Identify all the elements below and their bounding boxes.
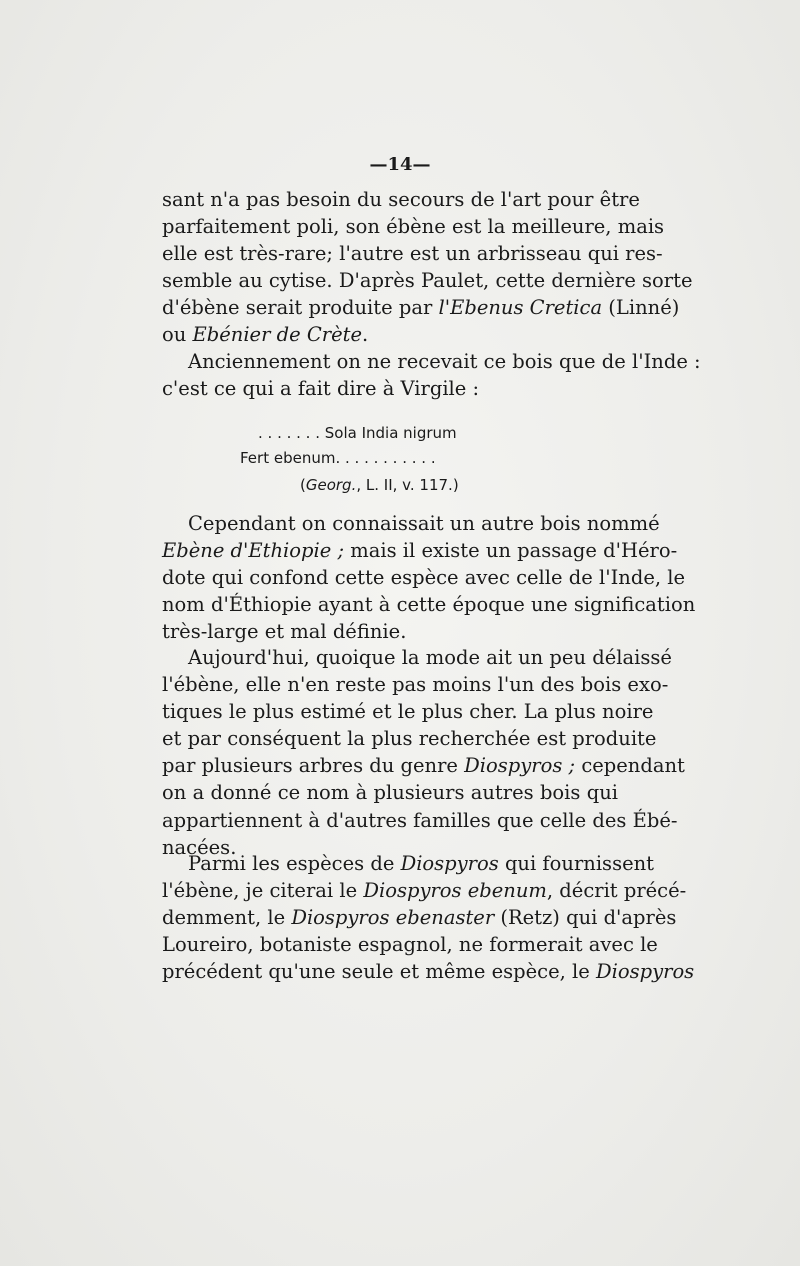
text-line: on a donné ce nom à plusieurs autres bois qui: [162, 781, 618, 805]
text-line: [162, 877, 687, 904]
text-line: l'ébène, elle n'en reste pas moins l'un des bois exo-: [162, 673, 669, 697]
text-segment: cependant: [575, 754, 685, 778]
citation-ref: , L. II, v. 117.): [356, 476, 459, 494]
italic-term: Diospyros: [596, 960, 695, 984]
text-line: parfaitement poli, son ébène est la meilleure, mais: [162, 215, 665, 239]
text-line: nom d'Éthiopie ayant à cette époque une signification: [162, 593, 696, 617]
text-line: nacées.: [162, 835, 237, 859]
text-line: appartiennent à d'autres familles que celle des Ébé-: [162, 808, 678, 832]
text-segment: (Linné): [602, 296, 680, 320]
paragraph-parmi: [162, 850, 695, 985]
text-line: Cependant on connaissait un autre bois nommé: [188, 512, 660, 535]
text-segment: (Retz) qui d'après: [494, 906, 677, 930]
text-line: sant n'a pas besoin du secours de l'art pour être: [162, 188, 640, 211]
quote-line-1: . . . . . . . Sola India nigrum: [258, 424, 457, 442]
text-line: Aujourd'hui, quoique la mode ait un peu délaissé: [188, 646, 672, 669]
text-line: semble au cytise. D'après Paulet, cette dernière sorte: [162, 269, 693, 293]
paragraph-continuation: [162, 186, 693, 349]
paragraph-anciennement: [162, 348, 701, 402]
text-line: [162, 294, 680, 321]
quote-citation: [300, 476, 459, 494]
text-line: et par conséquent la plus recherchée est produite: [162, 727, 657, 751]
text-segment: qui fournissent: [498, 852, 655, 875]
paragraph-cependant: [162, 510, 696, 645]
page-number: —14—: [369, 154, 431, 175]
text-segment: demment, le: [162, 906, 292, 930]
text-line: Loureiro, botaniste espagnol, ne formerait avec le: [162, 933, 658, 957]
italic-term: Diospyros ebenum: [363, 879, 547, 903]
text-line: c'est ce qui a fait dire à Virgile :: [162, 377, 480, 401]
citation-work: Georg.: [305, 476, 357, 494]
italic-term: Ebène d'Ethiopie ;: [162, 539, 345, 563]
text-segment: l'ébène, je citerai le: [162, 879, 364, 903]
text-line: très-large et mal définie.: [162, 620, 407, 644]
text-line: elle est très-rare; l'autre est un arbrisseau qui res-: [162, 242, 663, 266]
citation-paren: (: [300, 476, 306, 494]
text-line: [162, 850, 655, 877]
paragraph-aujourdhui: [162, 644, 685, 861]
text-line: tiques le plus estimé et le plus cher. La plus noire: [162, 700, 654, 724]
text-line: dote qui confond cette espèce avec celle de l'Inde, le: [162, 566, 686, 590]
text-segment: par plusieurs arbres du genre: [162, 754, 465, 778]
text-line: [162, 752, 685, 779]
text-segment: Parmi les espèces de: [188, 852, 401, 875]
italic-term: Diospyros: [400, 852, 499, 875]
italic-term: Diospyros ;: [464, 754, 576, 778]
text-segment: mais il existe un passage d'Héro-: [344, 539, 678, 563]
italic-term: Ebénier de Crète: [192, 323, 362, 347]
text-line: Anciennement on ne recevait ce bois que de l'Inde :: [188, 350, 701, 373]
italic-term: Diospyros ebenaster: [291, 906, 495, 930]
text-line: [162, 904, 677, 931]
text-segment: , décrit précé-: [546, 879, 687, 903]
italic-term: l'Ebenus Cretica: [438, 296, 603, 320]
text-segment: ou: [162, 323, 193, 347]
text-line: [162, 537, 678, 564]
text-segment: d'ébène serait produite par: [162, 296, 439, 320]
quote-line-2: Fert ebenum. . . . . . . . . . .: [240, 449, 436, 467]
text-line: [162, 958, 695, 985]
text-segment: précédent qu'une seule et même espèce, le: [162, 960, 596, 984]
text-line: [162, 321, 618, 348]
text-segment: .: [362, 323, 369, 347]
